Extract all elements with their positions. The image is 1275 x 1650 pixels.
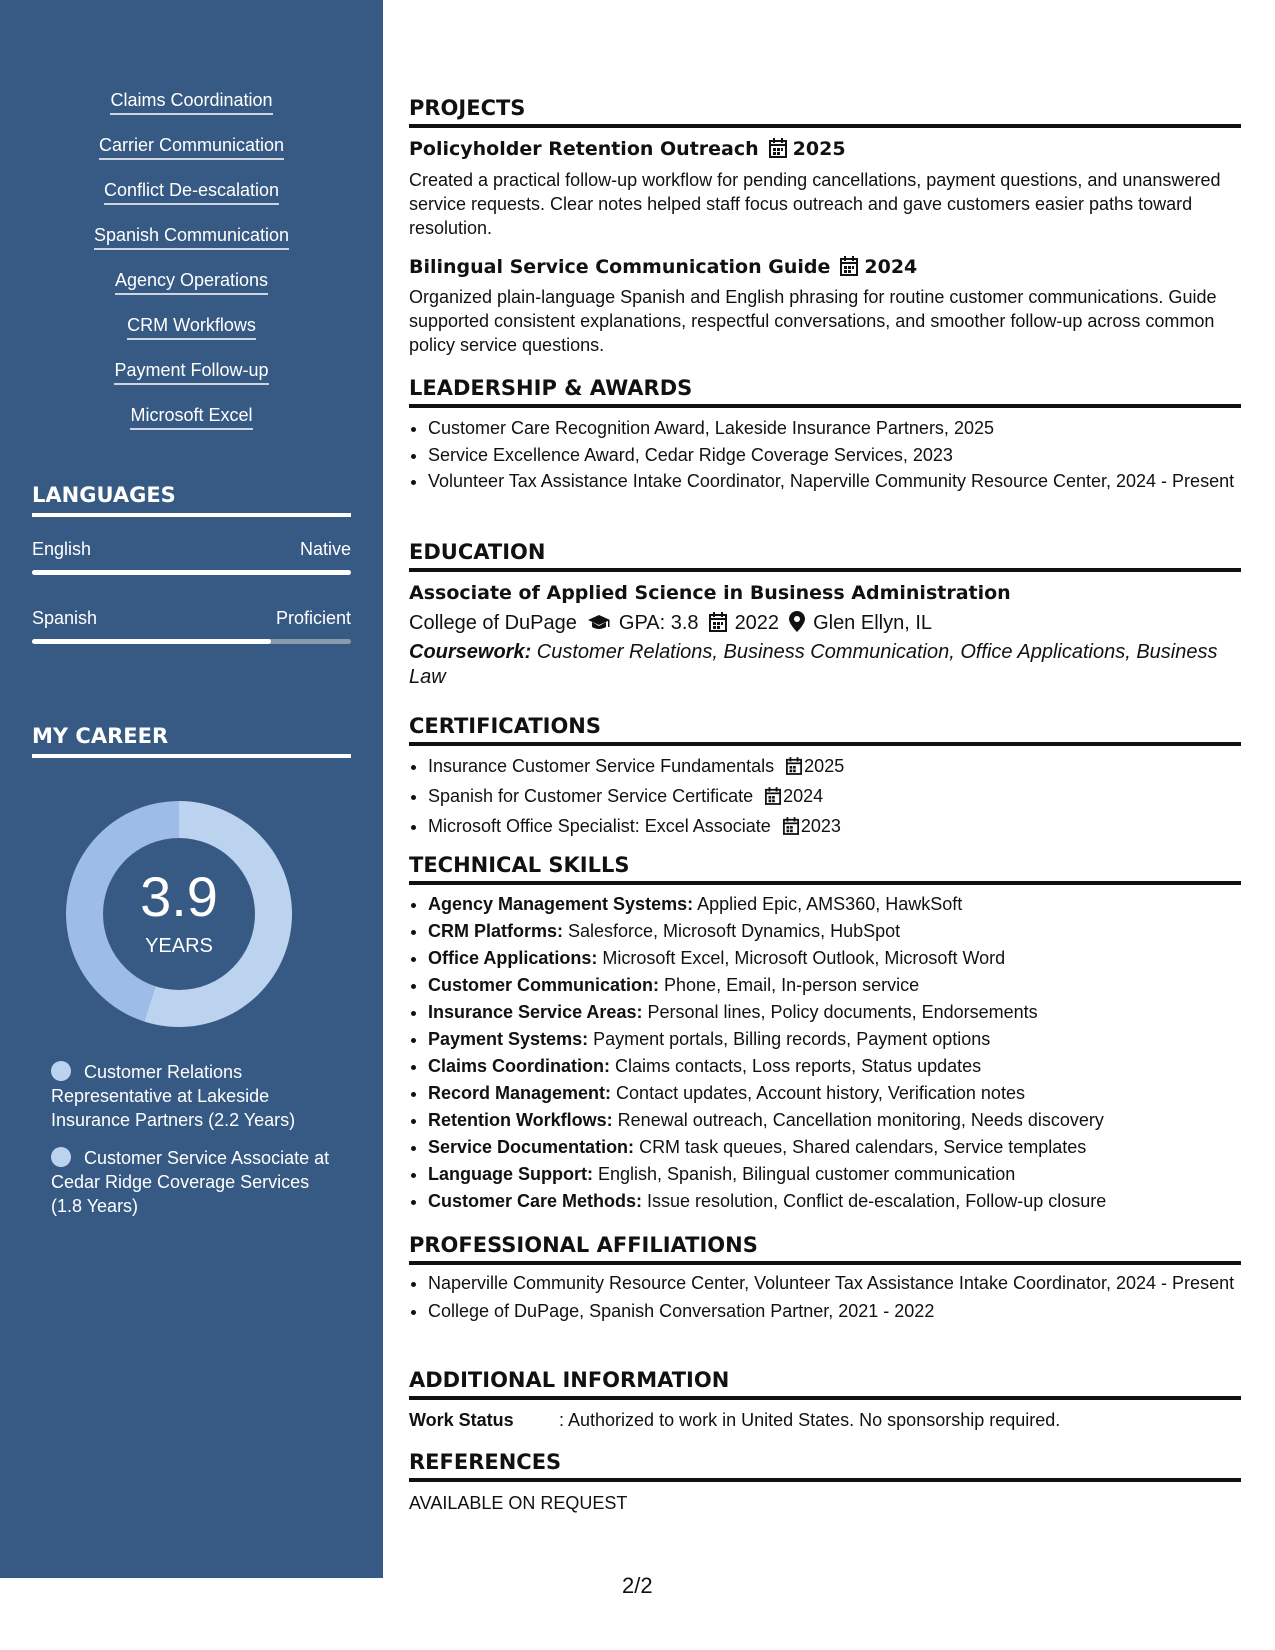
project-name: Policyholder Retention Outreach	[409, 138, 759, 160]
references-text: AVAILABLE ON REQUEST	[409, 1493, 628, 1513]
list-item	[428, 945, 1260, 972]
legend-text: Customer Service Associate at Cedar Ridge Coverage Services (1.8 Years)	[51, 1148, 330, 1216]
cert-year: 2025	[804, 756, 845, 776]
affiliations-list	[409, 1271, 1260, 1325]
list-item	[428, 1026, 1260, 1053]
skill-category: Insurance Service Areas:	[428, 1002, 643, 1022]
skill-category: Customer Care Methods:	[428, 1191, 643, 1211]
technical-skills-list	[409, 891, 1260, 1215]
education-details	[409, 610, 932, 639]
legend-dot	[51, 1147, 71, 1167]
legend-dot	[51, 1061, 71, 1081]
degree-title: Associate of Applied Science in Business Administration	[409, 582, 1011, 604]
career-heading: MY CAREER	[32, 724, 351, 758]
list-item	[428, 1134, 1260, 1161]
skill-label: Payment Follow-up	[114, 358, 268, 385]
project-description: Created a practical follow-up workflow for pending cancellations, payment questions, and unanswered service requests. Clear notes helped staff focus outreach and gave customers easier paths toward resolution.	[409, 170, 1221, 238]
list-item	[428, 999, 1260, 1026]
skill-tag	[0, 313, 383, 340]
skill-values: English, Spanish, Bilingual customer communication	[593, 1164, 1016, 1184]
language-name: Spanish	[32, 608, 98, 628]
school-name: College of DuPage	[409, 612, 577, 634]
skill-category: Language Support:	[428, 1164, 593, 1184]
graduation-cap-icon	[587, 613, 611, 639]
list-item	[428, 1107, 1260, 1134]
skill-label: Agency Operations	[115, 268, 268, 295]
map-pin-icon	[789, 611, 805, 639]
list-item	[428, 1053, 1260, 1080]
list-item	[428, 1188, 1260, 1215]
skill-values: Payment portals, Billing records, Payment options	[588, 1029, 991, 1049]
language-name: English	[32, 539, 92, 559]
education-heading: EDUCATION	[409, 539, 1241, 572]
language-bar	[32, 570, 351, 575]
list-item	[428, 813, 1260, 843]
graduation-year: 2022	[734, 612, 780, 634]
references-heading: REFERENCES	[409, 1449, 1241, 1482]
skill-tag	[0, 88, 383, 115]
gpa: GPA: 3.8	[618, 612, 699, 634]
certifications-heading: CERTIFICATIONS	[409, 713, 1241, 746]
language-row	[32, 539, 351, 560]
skill-tag	[0, 133, 383, 160]
cert-name: Insurance Customer Service Fundamentals	[428, 756, 775, 776]
language-bar	[32, 639, 351, 644]
cert-year: 2024	[783, 786, 824, 806]
skill-values: Issue resolution, Conflict de-escalation, Follow-up closure	[642, 1191, 1107, 1211]
leadership-list	[409, 415, 1260, 496]
language-level: Native	[299, 539, 351, 559]
skill-category: Service Documentation:	[428, 1137, 635, 1157]
list-item	[428, 753, 1260, 783]
sidebar	[0, 0, 383, 1578]
calendar-icon	[840, 256, 858, 283]
skill-values: Claims contacts, Loss reports, Status updates	[610, 1056, 982, 1076]
list-item: • Service Excellence Award, Cedar Ridge Coverage Services, 2023	[428, 442, 1260, 469]
skill-tag	[0, 178, 383, 205]
list-item: • Naperville Community Resource Center, Volunteer Tax Assistance Intake Coordinator, 2024 - Present	[428, 1271, 1260, 1295]
language-bar-fill	[32, 570, 351, 575]
language-row	[32, 608, 351, 629]
work-status-value: : Authorized to work in United States. No sponsorship required.	[559, 1410, 1061, 1430]
calendar-icon	[765, 786, 781, 813]
skill-category: Claims Coordination:	[428, 1056, 611, 1076]
languages-heading: LANGUAGES	[32, 483, 351, 517]
skill-values: CRM task queues, Shared calendars, Service templates	[634, 1137, 1087, 1157]
career-donut-chart	[66, 801, 292, 1027]
work-status-label: Work Status	[409, 1410, 514, 1430]
skill-label: Microsoft Excel	[130, 403, 252, 430]
skill-category: CRM Platforms:	[428, 921, 564, 941]
project-title	[409, 254, 917, 283]
list-item: • Customer Care Recognition Award, Lakeside Insurance Partners, 2025	[428, 415, 1260, 442]
skill-values: Renewal outreach, Cancellation monitoring, Needs discovery	[612, 1110, 1104, 1130]
career-legend-item	[51, 1060, 341, 1132]
work-status-row	[409, 1408, 1241, 1432]
cert-year: 2023	[800, 816, 841, 836]
calendar-icon	[769, 138, 787, 165]
list-item	[428, 1080, 1260, 1107]
coursework	[409, 640, 1241, 690]
legend-text: Customer Relations Representative at Lakeside Insurance Partners (2.2 Years)	[51, 1062, 296, 1130]
career-legend-item	[51, 1146, 341, 1218]
coursework-label: Coursework:	[409, 641, 532, 663]
list-item	[428, 891, 1260, 918]
leadership-heading: LEADERSHIP & AWARDS	[409, 375, 1241, 408]
skill-label: Spanish Communication	[94, 223, 289, 250]
cert-name: Microsoft Office Specialist: Excel Associate	[428, 816, 771, 836]
list-item	[428, 1161, 1260, 1188]
career-total: 3.9	[140, 865, 218, 928]
skill-category: Customer Communication:	[428, 975, 660, 995]
skill-category: Payment Systems:	[428, 1029, 589, 1049]
skill-label: Conflict De-escalation	[104, 178, 279, 205]
list-item	[428, 972, 1260, 999]
language-bar-fill	[32, 639, 271, 644]
career-unit: YEARS	[145, 935, 213, 957]
project-description: Organized plain-language Spanish and English phrasing for routine customer communications. Guide supported consistent explanations, respectful conversations, and smoother follow-up across common policy service questions.	[409, 287, 1217, 355]
skill-values: Salesforce, Microsoft Dynamics, HubSpot	[563, 921, 901, 941]
page-number: 2/2	[622, 1573, 653, 1598]
skill-category: Retention Workflows:	[428, 1110, 613, 1130]
cert-name: Spanish for Customer Service Certificate	[428, 786, 754, 806]
list-item: • Volunteer Tax Assistance Intake Coordinator, Naperville Community Resource Center, 2024 - Present	[428, 469, 1260, 493]
affiliations-heading: PROFESSIONAL AFFILIATIONS	[409, 1232, 1241, 1265]
skill-category: Office Applications:	[428, 948, 598, 968]
project-name: Bilingual Service Communication Guide	[409, 256, 831, 278]
skill-values: Applied Epic, AMS360, HawkSoft	[693, 894, 963, 914]
list-item	[428, 918, 1260, 945]
skill-values: Phone, Email, In-person service	[659, 975, 920, 995]
project-title	[409, 136, 846, 165]
skill-label: CRM Workflows	[127, 313, 256, 340]
additional-info-heading: ADDITIONAL INFORMATION	[409, 1367, 1241, 1400]
project-year: 2025	[792, 138, 846, 160]
skill-tag	[0, 268, 383, 295]
list-item	[428, 783, 1260, 813]
coursework-list: Customer Relations, Business Communication, Office Applications, Business Law	[409, 641, 1218, 688]
technical-skills-heading: TECHNICAL SKILLS	[409, 852, 1241, 885]
skill-label: Carrier Communication	[99, 133, 284, 160]
school-location: Glen Ellyn, IL	[813, 612, 933, 634]
project-year: 2024	[864, 256, 918, 278]
list-item: • College of DuPage, Spanish Conversation Partner, 2021 - 2022	[428, 1298, 1260, 1325]
calendar-icon	[709, 612, 727, 639]
calendar-icon	[783, 816, 799, 843]
skill-label: Claims Coordination	[110, 88, 272, 115]
calendar-icon	[786, 756, 802, 783]
projects-heading: PROJECTS	[409, 95, 1241, 128]
skill-values: Contact updates, Account history, Verification notes	[611, 1083, 1025, 1103]
skill-tag	[0, 358, 383, 385]
skill-tag	[0, 223, 383, 250]
skill-tag	[0, 403, 383, 430]
skill-values: Microsoft Excel, Microsoft Outlook, Microsoft Word	[597, 948, 1006, 968]
skill-category: Agency Management Systems:	[428, 894, 694, 914]
language-level: Proficient	[275, 608, 351, 628]
skill-values: Personal lines, Policy documents, Endorsements	[642, 1002, 1038, 1022]
certifications-list	[409, 753, 1260, 843]
skill-category: Record Management:	[428, 1083, 612, 1103]
